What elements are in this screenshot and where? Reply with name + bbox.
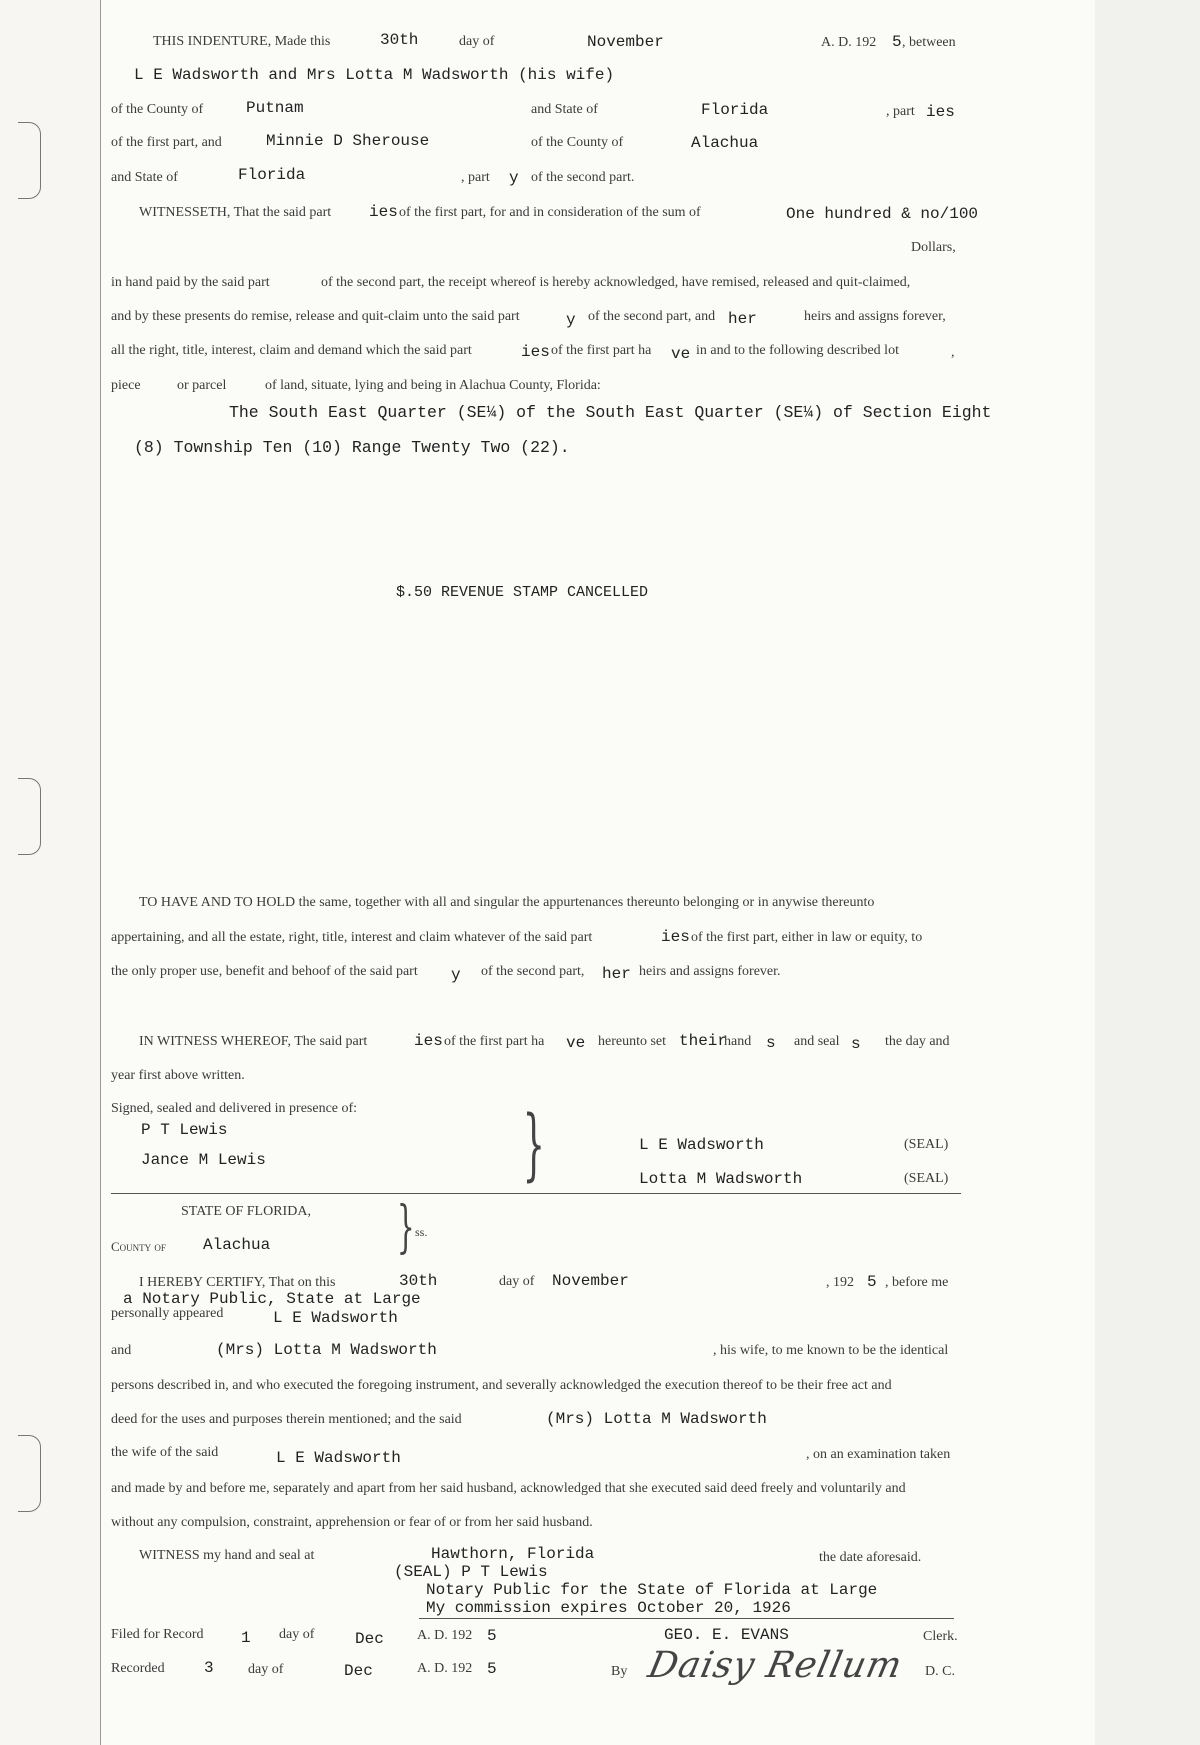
county-1: Putnam	[246, 99, 304, 117]
signer-1-seal: (SEAL)	[904, 1137, 949, 1152]
witness-brace: }	[522, 1100, 545, 1190]
witness-1: P T Lewis	[141, 1121, 228, 1139]
witnesseth-line4-ve: ve	[671, 345, 691, 363]
habendum-line1: TO HAVE AND TO HOLD the same, together with all and singular the appurtenances thereunto belonging or in anywise thereunto	[139, 895, 875, 910]
witnesseth-line1-a: WITNESSETH, That the said part	[139, 205, 332, 220]
habendum-line2-b: of the first part, either in law or equity, to	[691, 930, 923, 945]
signer-1: L E Wadsworth	[639, 1136, 764, 1154]
ack-person-2: (Mrs) Lotta M Wadsworth	[216, 1341, 437, 1359]
deputy-clerk-signature: Daisy Rellum	[644, 1645, 907, 1686]
indenture-year-digit: 5	[892, 33, 902, 51]
ack-line-deed: deed for the uses and purposes therein mentioned; and the said	[111, 1412, 462, 1427]
ack-and: and	[111, 1343, 132, 1358]
legal-description-line2: (8) Township Ten (10) Range Twenty Two (22).	[134, 438, 570, 457]
ack-certify: I HEREBY CERTIFY, That on this	[139, 1275, 336, 1290]
witnesseth-line3-suffix: y	[566, 311, 576, 329]
habendum-line3-c: heirs and assigns forever.	[639, 964, 781, 979]
indenture-month: November	[587, 33, 664, 51]
recorded-day: 3	[204, 1659, 214, 1677]
ack-day-of: day of	[499, 1274, 535, 1289]
ack-line-persons: persons described in, and who executed the foregoing instrument, and severally acknowledged the execution thereof to be their free act and	[111, 1378, 892, 1393]
ack-day: 30th	[399, 1272, 438, 1290]
witnesseth-line3-b: of the second part, and	[588, 309, 716, 324]
county-2: Alachua	[691, 134, 759, 152]
testimonium-line1-a: IN WITNESS WHEREOF, The said part	[139, 1034, 368, 1049]
ack-husband: L E Wadsworth	[276, 1449, 401, 1467]
grantee: Minnie D Sherouse	[266, 132, 430, 150]
ack-state: STATE OF FLORIDA,	[181, 1204, 311, 1219]
ack-county: Alachua	[203, 1236, 271, 1254]
signer-2: Lotta M Wadsworth	[639, 1170, 803, 1188]
testimonium-line1-b: of the first part ha	[444, 1034, 545, 1049]
ack-year-label: , 192	[826, 1275, 854, 1290]
testimonium-seals-suffix: s	[851, 1035, 861, 1053]
ack-officer: a Notary Public, State at Large	[123, 1290, 421, 1308]
acknowledgment-divider	[111, 1193, 961, 1194]
ack-person-1: L E Wadsworth	[273, 1309, 398, 1327]
habendum-line2-a: appertaining, and all the estate, right, title, interest and claim whatever of the said part	[111, 930, 593, 945]
ack-wife-of: the wife of the said	[111, 1445, 219, 1460]
notary-commission: My commission expires October 20, 1926	[426, 1599, 791, 1617]
ack-date-aforesaid: the date aforesaid.	[819, 1550, 922, 1565]
dc-label: D. C.	[925, 1664, 955, 1679]
grantors: L E Wadsworth and Mrs Lotta M Wadsworth (his wife)	[134, 66, 615, 84]
testimonium-line1-suffix: ies	[414, 1032, 443, 1050]
filed-ad-year: A. D. 192	[417, 1628, 473, 1643]
of-county-label: of the County of	[111, 102, 204, 117]
habendum-line2-suffix: ies	[661, 928, 690, 946]
testimonium-line1-c: hereunto set	[598, 1034, 667, 1049]
ack-exam: , on an examination taken	[806, 1447, 951, 1462]
witnesseth-line4-a: all the right, title, interest, claim and demand which the said part	[111, 343, 472, 358]
ack-line-made: and made by and before me, separately and apart from her said husband, acknowledged that she executed said deed freely and voluntarily and	[111, 1481, 906, 1496]
witnesseth-line4-b: of the first part ha	[551, 343, 652, 358]
presence-label: Signed, sealed and delivered in presence of:	[111, 1101, 358, 1116]
binder-punch-hole-3	[18, 1435, 41, 1512]
testimonium-seal: and seal	[794, 1034, 840, 1049]
indenture-intro: THIS INDENTURE, Made this	[153, 34, 331, 49]
witnesseth-line3-her: her	[728, 310, 757, 328]
witnesseth-line1-suffix: ies	[369, 203, 398, 221]
consideration-sum: One hundred & no/100	[786, 205, 979, 223]
clerk-label: Clerk.	[923, 1629, 958, 1644]
indenture-ad-year: A. D. 192	[821, 35, 877, 50]
clerk-name: GEO. E. EVANS	[664, 1626, 789, 1644]
dollars-label: Dollars,	[911, 240, 956, 255]
ack-personally: personally appeared	[111, 1306, 224, 1321]
witness-2: Jance M Lewis	[141, 1151, 266, 1169]
habendum-line3-b: of the second part,	[481, 964, 585, 979]
ack-ss: ss.	[415, 1225, 428, 1239]
witnesseth-line4-c: in and to the following described lot	[696, 343, 899, 358]
recorded-year-digit: 5	[487, 1660, 497, 1678]
first-part-label: of the first part, and	[111, 135, 222, 150]
second-part-label: of the second part.	[531, 170, 635, 185]
ack-place: Hawthorn, Florida	[431, 1545, 595, 1563]
witnesseth-line5-b: of land, situate, lying and being in Alachua County, Florida:	[265, 378, 601, 393]
parties-label: , part	[886, 104, 915, 119]
indenture-day: 30th	[380, 31, 419, 49]
filed-label: Filed for Record	[111, 1627, 204, 1642]
testimonium-line1-d: the day and	[885, 1034, 950, 1049]
indenture-between: , between	[902, 35, 956, 50]
binder-punch-hole-1	[18, 122, 41, 199]
ack-line-without: without any compulsion, constraint, apprehension or fear of or from her said husband.	[111, 1515, 593, 1530]
testimonium-hands-suffix: s	[766, 1034, 776, 1052]
witnesseth-line2-a: in hand paid by the said part	[111, 275, 270, 290]
ack-witness-label: WITNESS my hand and seal at	[139, 1548, 315, 1563]
signer-2-seal: (SEAL)	[904, 1171, 949, 1186]
of-county-label-2: of the County of	[531, 135, 624, 150]
witnesseth-line1-b: of the first part, for and in consideration of the sum of	[399, 205, 701, 220]
testimonium-line2: year first above written.	[111, 1068, 245, 1083]
by-label: By	[611, 1664, 628, 1679]
filed-day-of: day of	[279, 1627, 315, 1642]
recorded-day-of: day of	[248, 1662, 284, 1677]
ack-before-me: , before me	[885, 1275, 949, 1290]
witnesseth-line3-a: and by these presents do remise, release and quit-claim unto the said part	[111, 309, 520, 324]
filed-month: Dec	[355, 1630, 384, 1648]
indenture-day-of: day of	[459, 34, 495, 49]
witnesseth-line3-c: heirs and assigns forever,	[804, 309, 946, 324]
notary-seal-name: (SEAL) P T Lewis	[394, 1563, 548, 1581]
testimonium-line1-ve: ve	[566, 1034, 586, 1052]
recorded-month: Dec	[344, 1662, 373, 1680]
commission-underline	[419, 1618, 954, 1619]
recorded-ad-year: A. D. 192	[417, 1661, 473, 1676]
testimonium-their: their	[679, 1032, 728, 1050]
state-1: Florida	[701, 101, 769, 119]
ack-wife-name: (Mrs) Lotta M Wadsworth	[546, 1410, 767, 1428]
recorded-label: Recorded	[111, 1661, 165, 1676]
habendum-line3-a: the only proper use, benefit and behoof of the said part	[111, 964, 418, 979]
revenue-stamp-note: $.50 REVENUE STAMP CANCELLED	[396, 584, 649, 601]
notary-title: Notary Public for the State of Florida at Large	[426, 1581, 878, 1599]
habendum-line3-suffix: y	[451, 966, 461, 984]
witnesseth-line4-comma: ,	[951, 345, 955, 360]
ack-month: November	[552, 1272, 629, 1290]
adjacent-page-edge	[1095, 0, 1200, 1745]
witnesseth-line4-suffix: ies	[521, 343, 550, 361]
filed-year-digit: 5	[487, 1627, 497, 1645]
parcel-label: or parcel	[177, 378, 227, 393]
party-label: , part	[461, 170, 490, 185]
witnesseth-line2-b: of the second part, the receipt whereof is hereby acknowledged, have remised, released and quit-claimed,	[321, 275, 911, 290]
piece-label: piece	[111, 378, 141, 393]
parties-suffix: ies	[926, 103, 955, 121]
ack-county-label: County of	[111, 1239, 166, 1254]
state-2: Florida	[238, 166, 306, 184]
party-suffix: y	[509, 169, 519, 187]
ss-brace: }	[396, 1195, 415, 1260]
habendum-line3-her: her	[602, 965, 631, 983]
filed-day: 1	[241, 1629, 251, 1647]
ack-year-digit: 5	[867, 1273, 877, 1291]
deed-page	[100, 0, 1097, 1745]
legal-description-line1: The South East Quarter (SE¼) of the South East Quarter (SE¼) of Section Eight	[229, 403, 992, 422]
testimonium-hand: hand	[724, 1034, 752, 1049]
and-state-label-2: and State of	[111, 170, 178, 185]
ack-his-wife: , his wife, to me known to be the identical	[713, 1343, 949, 1358]
binder-punch-hole-2	[18, 778, 41, 855]
and-state-label: and State of	[531, 102, 598, 117]
